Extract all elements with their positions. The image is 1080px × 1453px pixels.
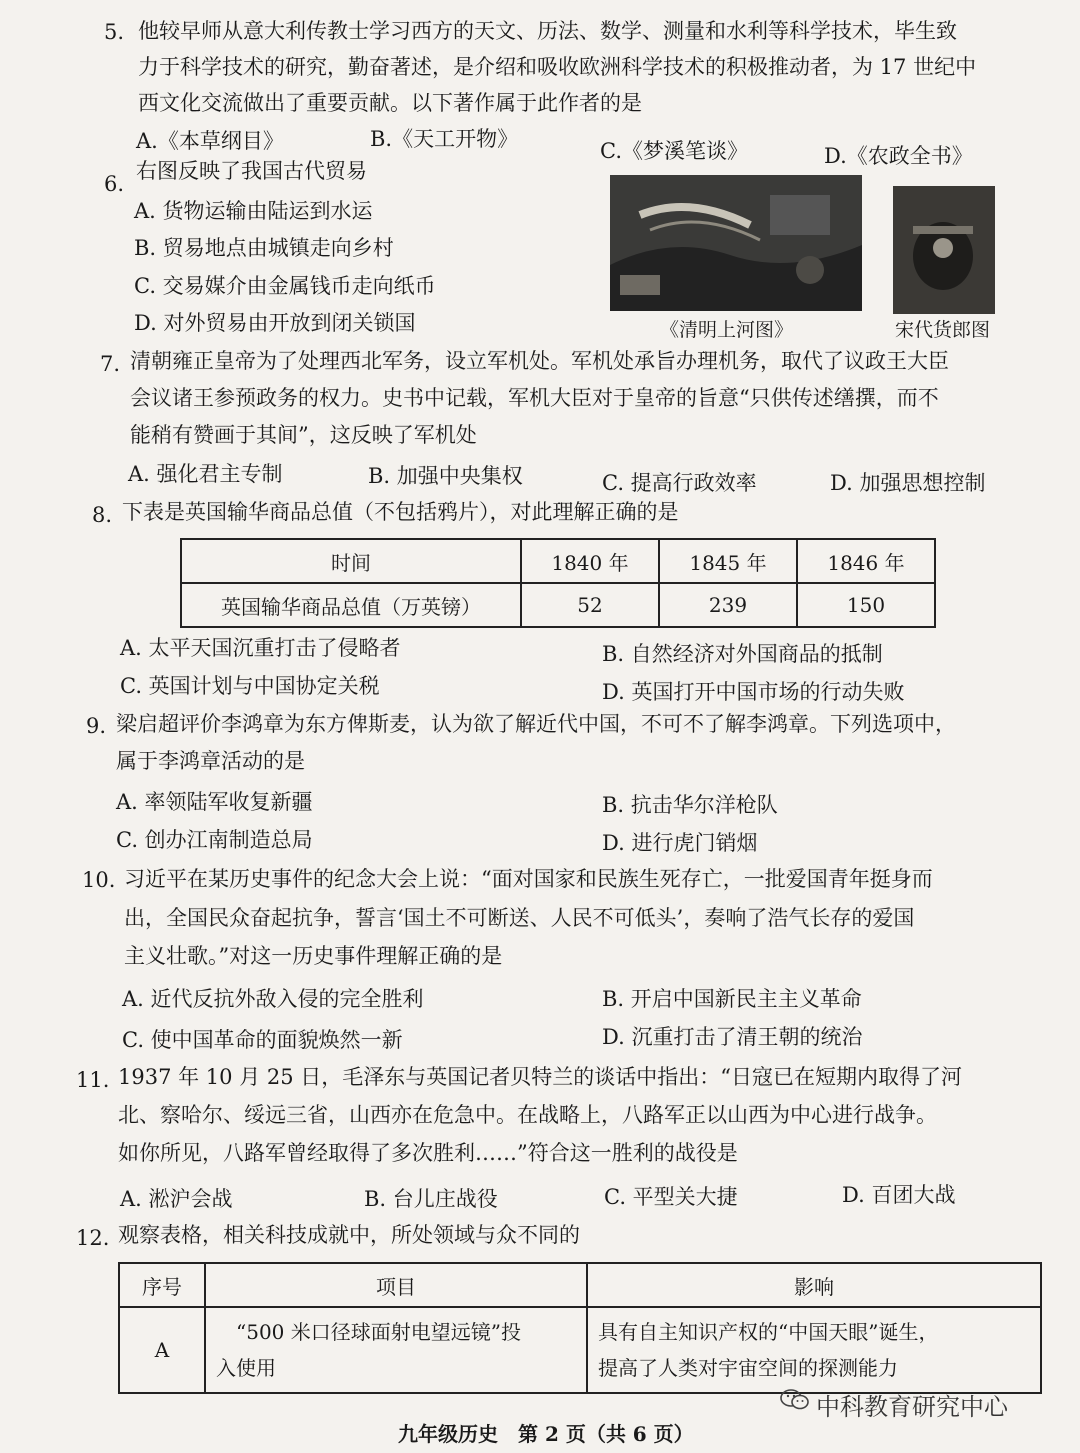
option-a[interactable]: A. 近代反抗外敌入侵的完全胜利 <box>122 987 424 1011</box>
table-row <box>119 1307 1041 1393</box>
cell-line: 提高了人类对宇宙空间的探测能力 <box>598 1356 898 1380</box>
cell-line: “500 米口径球面射电望远镜”投 <box>236 1320 521 1344</box>
option-d[interactable]: D. 沉重打击了清王朝的统治 <box>602 1025 863 1049</box>
question-text: 下表是英国输华商品总值（不包括鸦片），对此理解正确的是 <box>122 500 679 524</box>
qingming-painting-image <box>610 175 862 311</box>
question-text: 清朝雍正皇帝为了处理西北军务，设立军机处。军机处承旨办理机务，取代了议政王大臣 <box>130 349 949 373</box>
table-header-row <box>119 1263 1041 1307</box>
table-cell: A <box>119 1307 205 1393</box>
option-b[interactable]: B. 自然经济对外国商品的抵制 <box>602 642 883 666</box>
question-number: 9. <box>86 714 107 738</box>
option-c[interactable]: C. 使中国革命的面貌焕然一新 <box>122 1028 403 1052</box>
question-text: 主义壮歌。”对这一历史事件理解正确的是 <box>124 944 503 968</box>
option-c[interactable]: C. 交易媒介由金属钱币走向纸币 <box>134 274 436 298</box>
trade-table <box>180 538 936 628</box>
cell-line: 入使用 <box>216 1356 276 1380</box>
option-c[interactable]: C. 平型关大捷 <box>604 1185 738 1209</box>
question-text: 北、察哈尔、绥远三省，山西亦在危急中。在战略上，八路军正以山西为中心进行战争。 <box>118 1103 937 1127</box>
option-a[interactable]: A.《本草纲目》 <box>136 129 284 153</box>
cell-line: 具有自主知识产权的“中国天眼”诞生， <box>598 1320 939 1344</box>
option-a[interactable]: A. 淞沪会战 <box>120 1187 233 1211</box>
option-c[interactable]: C. 创办江南制造总局 <box>116 828 313 852</box>
option-d[interactable]: D. 加强思想控制 <box>830 471 986 495</box>
table-header-row <box>181 539 935 583</box>
option-b[interactable]: B.《天工开物》 <box>370 127 519 151</box>
question-number: 8. <box>92 503 113 527</box>
option-d[interactable]: D. 英国打开中国市场的行动失败 <box>602 680 905 704</box>
question-number: 11. <box>76 1068 110 1092</box>
option-a[interactable]: A. 率领陆军收复新疆 <box>116 790 313 814</box>
table-cell: 1846 年 <box>797 539 935 583</box>
option-c[interactable]: C.《梦溪笔谈》 <box>600 139 748 163</box>
table-cell: 项目 <box>205 1263 587 1307</box>
watermark-text: 中科教育研究中心 <box>816 1393 1008 1421</box>
table-cell: 英国输华商品总值（万英镑） <box>181 583 521 627</box>
option-d[interactable]: D. 进行虎门销烟 <box>602 831 758 855</box>
option-b[interactable]: B. 贸易地点由城镇走向乡村 <box>134 236 394 260</box>
image-caption: 宋代货郎图 <box>895 319 991 341</box>
question-text: 出，全国民众奋起抗争，誓言‘国土不可断送、人民不可低头’，奏响了浩气长存的爱国 <box>124 906 915 930</box>
question-text: 习近平在某历史事件的纪念大会上说：“面对国家和民族生死存亡，一批爱国青年挺身而 <box>124 867 933 891</box>
image-caption: 《清明上河图》 <box>660 319 794 341</box>
table-cell: 序号 <box>119 1263 205 1307</box>
option-b[interactable]: B. 台儿庄战役 <box>364 1187 498 1211</box>
question-text: 能稍有赞画于其间”，这反映了军机处 <box>130 423 477 447</box>
table-cell <box>587 1307 1041 1393</box>
option-a[interactable]: A. 太平天国沉重打击了侵略者 <box>120 636 401 660</box>
option-d[interactable]: D. 对外贸易由开放到闭关锁国 <box>134 311 416 335</box>
tech-table <box>118 1262 1042 1394</box>
table-cell: 影响 <box>587 1263 1041 1307</box>
question-text: 西文化交流做出了重要贡献。以下著作属于此作者的是 <box>138 91 642 115</box>
table-cell: 时间 <box>181 539 521 583</box>
table-row <box>181 583 935 627</box>
table-cell: 52 <box>521 583 659 627</box>
table-cell: 239 <box>659 583 797 627</box>
question-number: 5. <box>104 20 125 44</box>
question-text: 右图反映了我国古代贸易 <box>136 159 367 183</box>
question-text: 观察表格，相关科技成就中，所处领域与众不同的 <box>118 1223 580 1247</box>
question-text: 会议诸王参预政务的权力。史书中记载，军机大臣对于皇帝的旨意“只供传述缮撰，而不 <box>130 386 939 410</box>
table-cell: 1845 年 <box>659 539 797 583</box>
question-text: 梁启超评价李鸿章为东方俾斯麦，认为欲了解近代中国，不可不了解李鸿章。下列选项中， <box>116 712 956 736</box>
peddler-painting-image <box>893 186 995 314</box>
option-b[interactable]: B. 加强中央集权 <box>368 464 523 488</box>
option-c[interactable]: C. 提高行政效率 <box>602 471 757 495</box>
question-number: 10. <box>82 868 116 892</box>
table-cell <box>205 1307 587 1393</box>
option-d[interactable]: D.《农政全书》 <box>824 144 973 168</box>
table-cell: 150 <box>797 583 935 627</box>
question-text: 他较早师从意大利传教士学习西方的天文、历法、数学、测量和水利等科学技术，毕生致 <box>138 19 957 43</box>
option-a[interactable]: A. 货物运输由陆运到水运 <box>134 199 373 223</box>
question-text: 力于科学技术的研究，勤奋著述，是介绍和吸收欧洲科学技术的积极推动者，为 17 世纪中 <box>138 55 977 79</box>
question-number: 7. <box>100 352 121 376</box>
question-number: 12. <box>76 1226 110 1250</box>
question-text: 如你所见，八路军曾经取得了多次胜利……”符合这一胜利的战役是 <box>118 1141 738 1165</box>
wechat-icon <box>780 1388 810 1412</box>
question-text: 属于李鸿章活动的是 <box>116 749 305 773</box>
option-d[interactable]: D. 百团大战 <box>842 1183 956 1207</box>
option-c[interactable]: C. 英国计划与中国协定关税 <box>120 674 380 698</box>
table-cell: 1840 年 <box>521 539 659 583</box>
option-b[interactable]: B. 开启中国新民主主义革命 <box>602 987 862 1011</box>
question-number: 6. <box>104 172 125 196</box>
option-a[interactable]: A. 强化君主专制 <box>128 462 283 486</box>
option-b[interactable]: B. 抗击华尔洋枪队 <box>602 793 778 817</box>
page-footer: 九年级历史 第 2 页（共 6 页） <box>398 1422 694 1446</box>
question-text: 1937 年 10 月 25 日，毛泽东与英国记者贝特兰的谈话中指出：“日寇已在短期内取得了河 <box>118 1065 962 1089</box>
